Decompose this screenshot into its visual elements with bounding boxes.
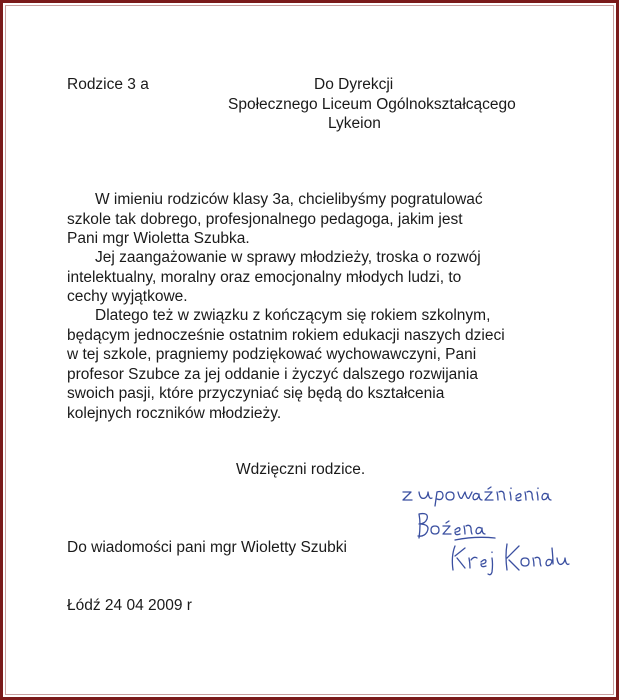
body-line: swoich pasji, które przyczyniać się będą do kształcenia bbox=[67, 385, 445, 402]
body-line: szkole tak dobrego, profesjonalnego pedagoga, jakim jest bbox=[67, 210, 463, 228]
body-line: intelektualny, moralny oraz emocjonalny młodych ludzi, to bbox=[67, 268, 462, 286]
closing: Wdzięczni rodzice. bbox=[236, 461, 366, 478]
recipient-line-1: Do Dyrekcji bbox=[314, 76, 394, 93]
body-line: cechy wyjątkowe. bbox=[67, 288, 188, 305]
sender: Rodzice 3 a bbox=[67, 76, 149, 93]
body-line: kolejnych roczników młodzieży. bbox=[67, 404, 282, 422]
body-line: Pani mgr Wioletta Szubka. bbox=[67, 230, 250, 247]
paragraph-thanks bbox=[67, 306, 567, 423]
body-line: w tej szkole, pragniemy podziękować wychowawczyni, Pani bbox=[67, 346, 477, 363]
recipient-line-2: Społecznego Liceum Ogólnokształcącego bbox=[228, 96, 516, 113]
paragraph-engagement bbox=[67, 248, 567, 307]
body-line: będącym jednocześnie ostatnim rokiem edukacji naszych dzieci bbox=[67, 326, 505, 344]
handwritten-signature bbox=[395, 478, 595, 578]
body-line: profesor Szubce za jej oddanie i życzyć dalszego rozwijania bbox=[67, 365, 478, 383]
body-line: Dlatego też w związku z kończącym się rokiem szkolnym, bbox=[95, 307, 491, 324]
paragraph-congratulations bbox=[67, 190, 567, 249]
place-date: Łódź 24 04 2009 r bbox=[67, 597, 192, 614]
body-line: Jej zaangażowanie w sprawy młodzieży, troska o rozwój bbox=[95, 249, 481, 266]
cc-line: Do wiadomości pani mgr Wioletty Szubki bbox=[67, 539, 347, 556]
body-line: W imieniu rodziców klasy 3a, chcielibyśmy pogratulować bbox=[95, 191, 483, 208]
recipient-line-3: Lykeion bbox=[328, 115, 381, 132]
